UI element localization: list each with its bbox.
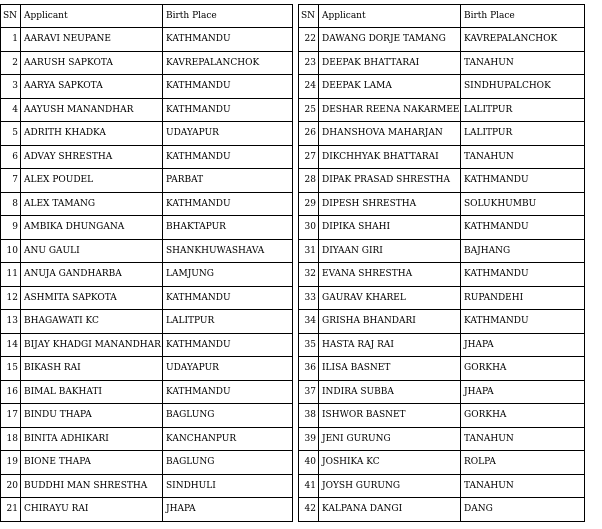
applicant-cell: AARAVI NEUPANE [21,28,163,52]
table-row [299,451,585,475]
table-row [1,122,293,146]
table-row [1,357,293,381]
birth-place-cell: KATHMANDU [163,286,293,310]
birth-place-cell: SINDHULI [163,474,293,498]
applicant-cell: BIJAY KHADGI MANANDHAR [21,333,163,357]
sn-cell: 25 [299,98,319,122]
birth-place-cell: KATHMANDU [461,169,585,193]
applicant-header: Applicant [319,5,461,28]
table-row [1,51,293,75]
sn-cell: 4 [1,98,21,122]
table-row [1,333,293,357]
applicant-cell: GRISHA BHANDARI [319,310,461,334]
table-row [299,333,585,357]
applicant-cell: ILISA BASNET [319,357,461,381]
sn-cell: 1 [1,28,21,52]
sn-cell: 34 [299,310,319,334]
birth-place-cell: DANG [461,498,585,522]
sn-cell: 14 [1,333,21,357]
table-row [299,98,585,122]
applicant-cell: AMBIKA DHUNGANA [21,216,163,240]
birth-place-cell: JHAPA [163,498,293,522]
birth-place-cell: KATHMANDU [163,192,293,216]
table-header-row [1,5,293,28]
birth-place-cell: UDAYAPUR [163,122,293,146]
applicant-table-right [298,4,585,522]
table-row [299,474,585,498]
sn-cell: 33 [299,286,319,310]
applicant-cell: ANUJA GANDHARBA [21,263,163,287]
birth-place-cell: BAJHANG [461,239,585,263]
applicant-cell: DIPIKA SHAHI [319,216,461,240]
applicant-cell: GAURAV KHAREL [319,286,461,310]
sn-cell: 37 [299,380,319,404]
table-row [299,169,585,193]
applicant-cell: EVANA SHRESTHA [319,263,461,287]
birth-place-cell: GORKHA [461,404,585,428]
table-row [299,286,585,310]
birth-place-cell: SHANKHUWASHAVA [163,239,293,263]
applicant-cell: ADVAY SHRESTHA [21,145,163,169]
applicant-cell: BUDDHI MAN SHRESTHA [21,474,163,498]
applicant-cell: AAYUSH MANANDHAR [21,98,163,122]
applicant-cell: ADRITH KHADKA [21,122,163,146]
birth-place-cell: RUPANDEHI [461,286,585,310]
birth-place-cell: KATHMANDU [461,263,585,287]
sn-cell: 3 [1,75,21,99]
table-row [299,239,585,263]
table-row [299,75,585,99]
table-row [299,404,585,428]
applicant-cell: ASHMITA SAPKOTA [21,286,163,310]
applicant-cell: JOSHIKA KC [319,451,461,475]
sn-cell: 36 [299,357,319,381]
table-row [299,28,585,52]
applicant-cell: BIKASH RAI [21,357,163,381]
sn-cell: 24 [299,75,319,99]
table-row [1,286,293,310]
birth-place-cell: BAGLUNG [163,451,293,475]
table-row [299,192,585,216]
applicant-cell: BINDU THAPA [21,404,163,428]
birth-place-cell: KATHMANDU [461,216,585,240]
table-row [299,263,585,287]
sn-cell: 23 [299,51,319,75]
birth-place-cell: LALITPUR [461,98,585,122]
table-row [299,427,585,451]
table-row [1,498,293,522]
applicant-cell: BHAGAWATI KC [21,310,163,334]
sn-cell: 30 [299,216,319,240]
applicant-cell: ALEX TAMANG [21,192,163,216]
applicant-cell: AARUSH SAPKOTA [21,51,163,75]
birth-place-cell: LALITPUR [163,310,293,334]
sn-header: SN [1,5,21,28]
birth-place-cell: TANAHUN [461,51,585,75]
table-header-row [299,5,585,28]
table-row [1,169,293,193]
table-row [299,380,585,404]
sn-cell: 38 [299,404,319,428]
table-row [1,75,293,99]
sn-cell: 27 [299,145,319,169]
birth-place-cell: KATHMANDU [163,75,293,99]
sn-cell: 18 [1,427,21,451]
birth-place-cell: LALITPUR [461,122,585,146]
birth-place-cell: ROLPA [461,451,585,475]
table-row [1,427,293,451]
sn-cell: 20 [1,474,21,498]
sn-cell: 12 [1,286,21,310]
birth-place-cell: BAGLUNG [163,404,293,428]
birth-place-cell: KAVREPALANCHOK [461,28,585,52]
applicant-cell: DEEPAK LAMA [319,75,461,99]
birth-place-cell: TANAHUN [461,427,585,451]
applicant-cell: DIKCHHYAK BHATTARAI [319,145,461,169]
applicant-cell: KALPANA DANGI [319,498,461,522]
sn-cell: 35 [299,333,319,357]
birth-place-cell: UDAYAPUR [163,357,293,381]
applicant-cell: BIONE THAPA [21,451,163,475]
birth-place-cell: BHAKTAPUR [163,216,293,240]
sn-cell: 31 [299,239,319,263]
sn-cell: 32 [299,263,319,287]
birth-place-cell: KATHMANDU [163,28,293,52]
applicant-cell: DIPESH SHRESTHA [319,192,461,216]
applicant-cell: DESHAR REENA NAKARMEE [319,98,461,122]
table-row [299,310,585,334]
birth-place-cell: PARBAT [163,169,293,193]
applicant-cell: BINITA ADHIKARI [21,427,163,451]
sn-cell: 41 [299,474,319,498]
table-row [299,216,585,240]
birth-place-cell: KATHMANDU [461,310,585,334]
applicant-cell: DHANSHOVA MAHARJAN [319,122,461,146]
applicant-cell: DEEPAK BHATTARAI [319,51,461,75]
applicant-cell: DIPAK PRASAD SHRESTHA [319,169,461,193]
applicant-cell: INDIRA SUBBA [319,380,461,404]
applicant-cell: DAWANG DORJE TAMANG [319,28,461,52]
birth-place-cell: TANAHUN [461,474,585,498]
sn-cell: 2 [1,51,21,75]
birth-place-header: Birth Place [461,5,585,28]
sn-cell: 21 [1,498,21,522]
table-row [1,263,293,287]
table-row [299,122,585,146]
table-body-right [299,28,585,522]
birth-place-cell: KANCHANPUR [163,427,293,451]
table-row [1,28,293,52]
applicant-cell: CHIRAYU RAI [21,498,163,522]
sn-cell: 26 [299,122,319,146]
sn-cell: 28 [299,169,319,193]
sn-cell: 6 [1,145,21,169]
birth-place-cell: LAMJUNG [163,263,293,287]
birth-place-cell: TANAHUN [461,145,585,169]
birth-place-cell: KATHMANDU [163,333,293,357]
table-row [299,51,585,75]
applicant-cell: JENI GURUNG [319,427,461,451]
table-row [1,145,293,169]
birth-place-cell: GORKHA [461,357,585,381]
birth-place-cell: SINDHUPALCHOK [461,75,585,99]
table-row [1,380,293,404]
table-row [1,98,293,122]
sn-cell: 15 [1,357,21,381]
birth-place-cell: KATHMANDU [163,98,293,122]
sn-header: SN [299,5,319,28]
birth-place-header: Birth Place [163,5,293,28]
sn-cell: 19 [1,451,21,475]
sn-cell: 40 [299,451,319,475]
sn-cell: 10 [1,239,21,263]
birth-place-cell: JHAPA [461,333,585,357]
table-row [1,216,293,240]
table-row [1,239,293,263]
applicant-table-left [0,4,293,522]
table-row [1,192,293,216]
table-row [1,474,293,498]
birth-place-cell: KATHMANDU [163,380,293,404]
applicant-cell: BIMAL BAKHATI [21,380,163,404]
sn-cell: 8 [1,192,21,216]
table-row [1,404,293,428]
table-row [1,310,293,334]
table-row [1,451,293,475]
applicant-cell: DIYAAN GIRI [319,239,461,263]
sn-cell: 7 [1,169,21,193]
applicant-cell: JOYSH GURUNG [319,474,461,498]
table-row [299,357,585,381]
sn-cell: 29 [299,192,319,216]
applicant-cell: ANU GAULI [21,239,163,263]
birth-place-cell: JHAPA [461,380,585,404]
sn-cell: 39 [299,427,319,451]
sn-cell: 17 [1,404,21,428]
sn-cell: 5 [1,122,21,146]
table-body-left [1,28,293,522]
sn-cell: 16 [1,380,21,404]
applicant-header: Applicant [21,5,163,28]
birth-place-cell: SOLUKHUMBU [461,192,585,216]
applicant-cell: AARYA SAPKOTA [21,75,163,99]
applicant-cell: ISHWOR BASNET [319,404,461,428]
birth-place-cell: KAVREPALANCHOK [163,51,293,75]
birth-place-cell: KATHMANDU [163,145,293,169]
sn-cell: 42 [299,498,319,522]
applicant-cell: HASTA RAJ RAI [319,333,461,357]
sn-cell: 11 [1,263,21,287]
table-row [299,145,585,169]
sn-cell: 9 [1,216,21,240]
applicant-cell: ALEX POUDEL [21,169,163,193]
sn-cell: 13 [1,310,21,334]
sn-cell: 22 [299,28,319,52]
table-row [299,498,585,522]
